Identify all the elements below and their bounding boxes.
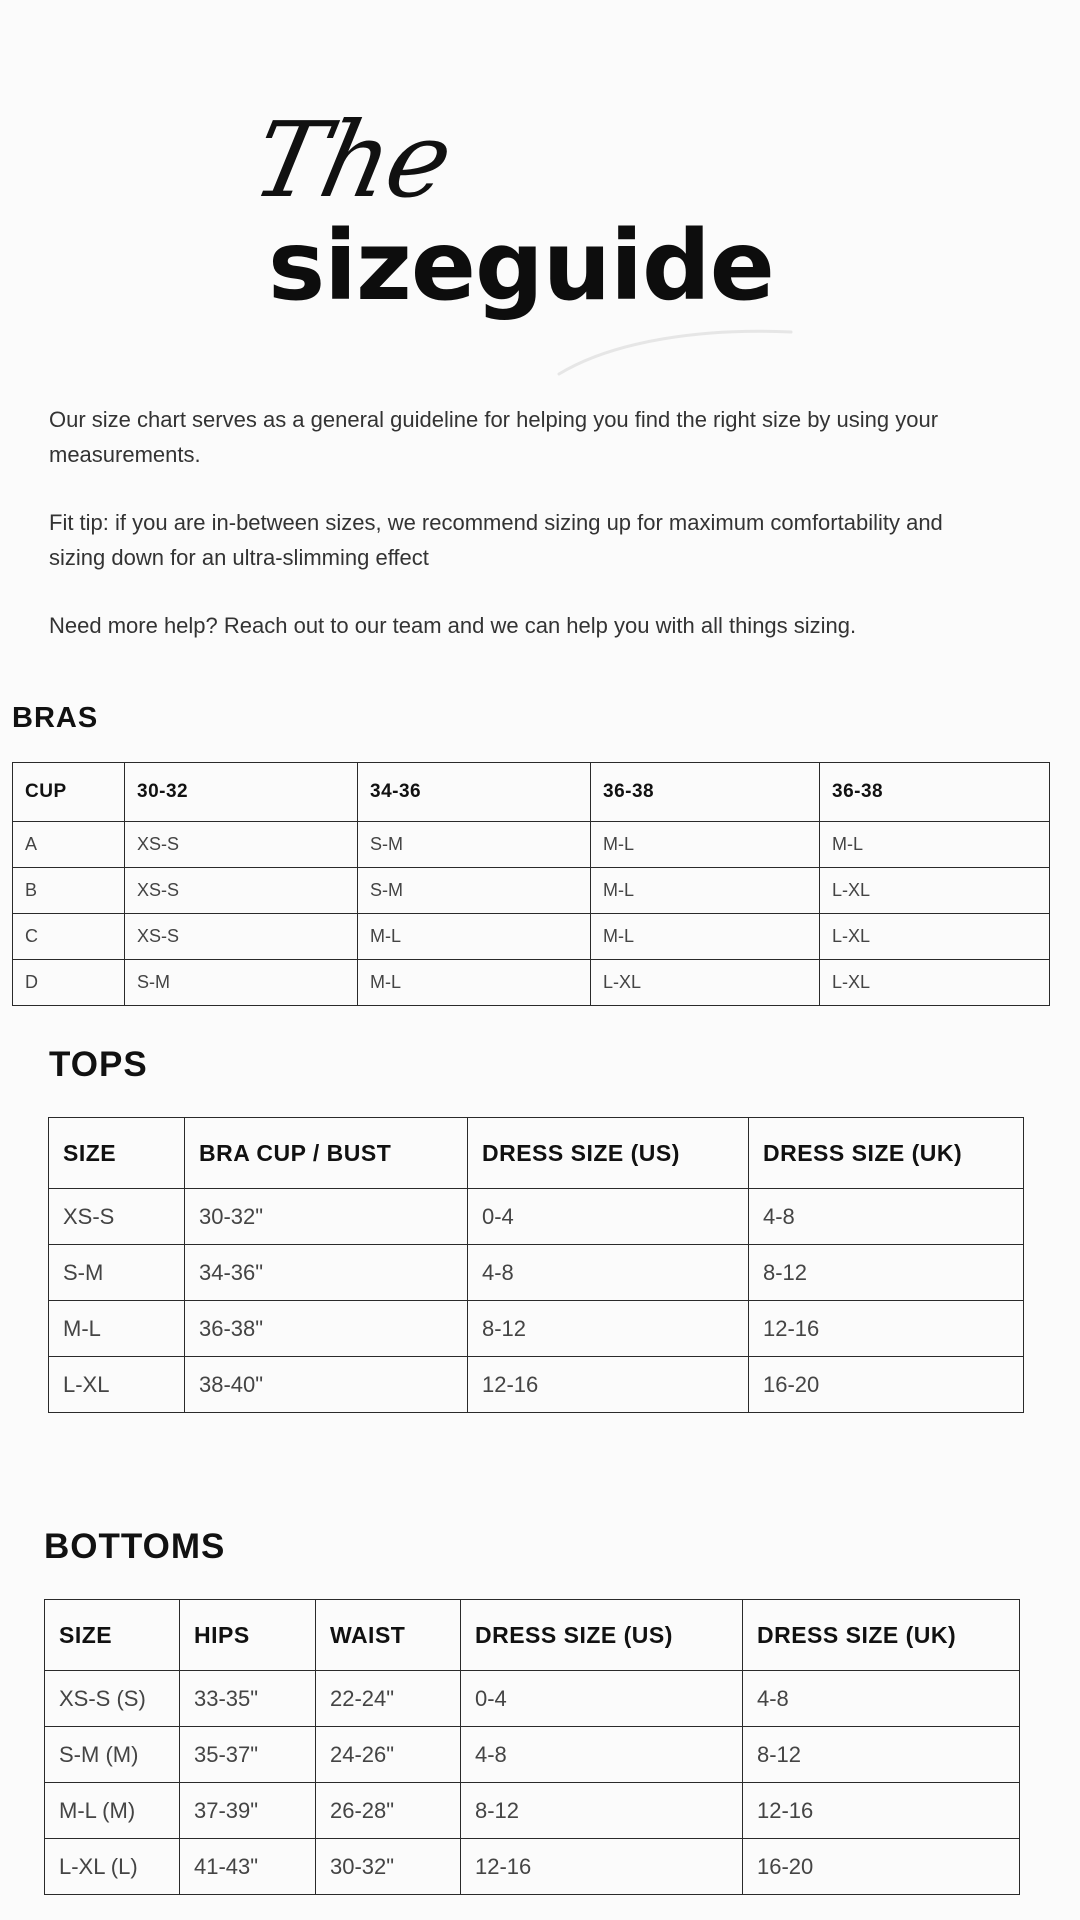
table-cell: 0-4 bbox=[468, 1189, 749, 1245]
table-cell: D bbox=[13, 960, 125, 1006]
table-cell: 0-4 bbox=[461, 1671, 743, 1727]
table-cell: S-M bbox=[125, 960, 358, 1006]
column-header: DRESS SIZE (UK) bbox=[743, 1600, 1020, 1671]
table-row bbox=[45, 1727, 1020, 1783]
tops-heading: TOPS bbox=[49, 1045, 148, 1084]
table-cell: M-L bbox=[358, 914, 591, 960]
table-cell: 33-35" bbox=[180, 1671, 316, 1727]
table-cell: S-M bbox=[49, 1245, 185, 1301]
bras-heading: BRAS bbox=[12, 702, 99, 734]
table-row bbox=[13, 822, 1050, 868]
column-header: 34-36 bbox=[358, 763, 591, 822]
bras-size-table bbox=[12, 762, 1050, 1006]
table-row bbox=[13, 960, 1050, 1006]
tops-size-table bbox=[48, 1117, 1024, 1413]
table-row bbox=[49, 1245, 1024, 1301]
column-header: SIZE bbox=[45, 1600, 180, 1671]
table-cell: 36-38" bbox=[185, 1301, 468, 1357]
table-cell: 24-26" bbox=[316, 1727, 461, 1783]
table-cell: 8-12 bbox=[749, 1245, 1024, 1301]
column-header: BRA CUP / BUST bbox=[185, 1118, 468, 1189]
table-header-row bbox=[49, 1118, 1024, 1189]
table-cell: S-M (M) bbox=[45, 1727, 180, 1783]
column-header: 36-38 bbox=[591, 763, 820, 822]
table-cell: 4-8 bbox=[461, 1727, 743, 1783]
table-cell: M-L bbox=[591, 822, 820, 868]
table-cell: M-L (M) bbox=[45, 1783, 180, 1839]
table-cell: 4-8 bbox=[468, 1245, 749, 1301]
bottoms-heading: BOTTOMS bbox=[44, 1527, 226, 1566]
table-cell: 12-16 bbox=[743, 1783, 1020, 1839]
table-cell: XS-S bbox=[125, 868, 358, 914]
table-row bbox=[45, 1839, 1020, 1895]
column-header: DRESS SIZE (US) bbox=[461, 1600, 743, 1671]
table-cell: 37-39" bbox=[180, 1783, 316, 1839]
table-cell: 22-24" bbox=[316, 1671, 461, 1727]
column-header: SIZE bbox=[49, 1118, 185, 1189]
table-row bbox=[49, 1357, 1024, 1413]
bottoms-size-table bbox=[44, 1599, 1020, 1895]
table-cell: 8-12 bbox=[743, 1727, 1020, 1783]
table-header-row bbox=[13, 763, 1050, 822]
intro-paragraph-fit-tip: Fit tip: if you are in-between sizes, we recommend sizing up for maximum comfortability and sizing down for an ultra-slimming effect bbox=[49, 510, 943, 570]
table-row bbox=[49, 1189, 1024, 1245]
table-header-row bbox=[45, 1600, 1020, 1671]
table-cell: 30-32" bbox=[316, 1839, 461, 1895]
table-cell: L-XL bbox=[591, 960, 820, 1006]
table-cell: 35-37" bbox=[180, 1727, 316, 1783]
column-header: WAIST bbox=[316, 1600, 461, 1671]
table-cell: XS-S bbox=[49, 1189, 185, 1245]
table-cell: S-M bbox=[358, 822, 591, 868]
table-cell: 30-32" bbox=[185, 1189, 468, 1245]
table-cell: XS-S bbox=[125, 914, 358, 960]
table-cell: A bbox=[13, 822, 125, 868]
table-cell: M-L bbox=[820, 822, 1050, 868]
table-cell: XS-S (S) bbox=[45, 1671, 180, 1727]
table-cell: 16-20 bbox=[743, 1839, 1020, 1895]
intro-paragraph-help: Need more help? Reach out to our team and we can help you with all things sizing. bbox=[49, 613, 857, 638]
table-cell: M-L bbox=[358, 960, 591, 1006]
table-cell: 41-43" bbox=[180, 1839, 316, 1895]
table-cell: L-XL (L) bbox=[45, 1839, 180, 1895]
table-cell: M-L bbox=[591, 868, 820, 914]
table-cell: 4-8 bbox=[749, 1189, 1024, 1245]
table-cell: 12-16 bbox=[749, 1301, 1024, 1357]
table-cell: L-XL bbox=[820, 914, 1050, 960]
column-header: CUP bbox=[13, 763, 125, 822]
table-cell: M-L bbox=[591, 914, 820, 960]
table-cell: 4-8 bbox=[743, 1671, 1020, 1727]
table-cell: 26-28" bbox=[316, 1783, 461, 1839]
column-header: 30-32 bbox=[125, 763, 358, 822]
table-cell: L-XL bbox=[49, 1357, 185, 1413]
decorative-swoosh bbox=[555, 322, 795, 382]
table-cell: S-M bbox=[358, 868, 591, 914]
table-cell: C bbox=[13, 914, 125, 960]
table-cell: L-XL bbox=[820, 868, 1050, 914]
table-cell: XS-S bbox=[125, 822, 358, 868]
page-title: sizeguide bbox=[268, 210, 774, 322]
table-cell: L-XL bbox=[820, 960, 1050, 1006]
column-header: 36-38 bbox=[820, 763, 1050, 822]
table-cell: 8-12 bbox=[461, 1783, 743, 1839]
table-row bbox=[13, 914, 1050, 960]
column-header: HIPS bbox=[180, 1600, 316, 1671]
column-header: DRESS SIZE (US) bbox=[468, 1118, 749, 1189]
table-cell: 12-16 bbox=[468, 1357, 749, 1413]
table-cell: 16-20 bbox=[749, 1357, 1024, 1413]
table-row bbox=[13, 868, 1050, 914]
table-cell: M-L bbox=[49, 1301, 185, 1357]
table-cell: 8-12 bbox=[468, 1301, 749, 1357]
table-row bbox=[49, 1301, 1024, 1357]
table-cell: B bbox=[13, 868, 125, 914]
intro-paragraph-guideline: Our size chart serves as a general guideline for helping you find the right size by using your measurements. bbox=[49, 407, 939, 467]
table-cell: 38-40" bbox=[185, 1357, 468, 1413]
table-cell: 12-16 bbox=[461, 1839, 743, 1895]
column-header: DRESS SIZE (UK) bbox=[749, 1118, 1024, 1189]
table-row bbox=[45, 1783, 1020, 1839]
table-row bbox=[45, 1671, 1020, 1727]
script-title: The bbox=[243, 99, 461, 221]
table-cell: 34-36" bbox=[185, 1245, 468, 1301]
